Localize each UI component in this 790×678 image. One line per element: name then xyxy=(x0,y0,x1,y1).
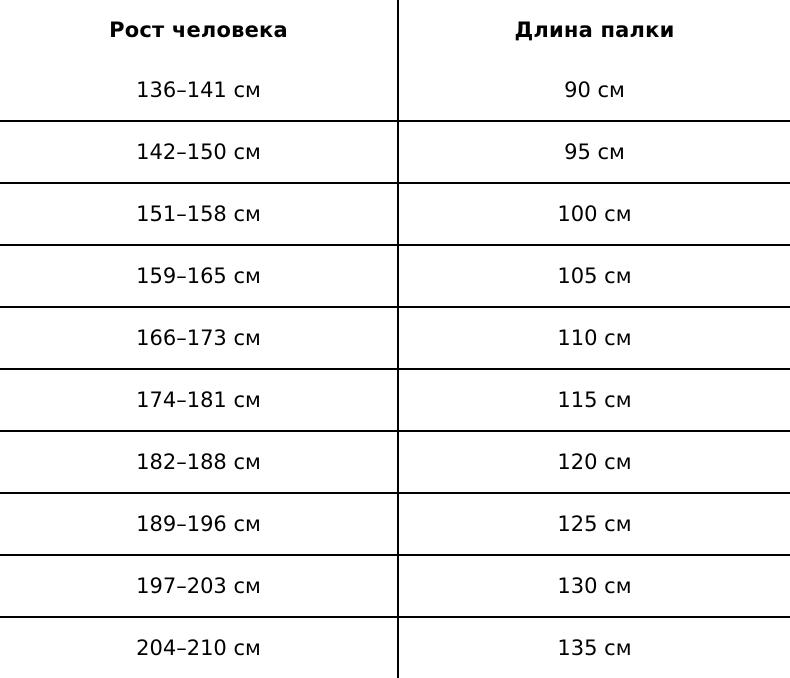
table-row xyxy=(0,617,790,678)
table-row xyxy=(0,183,790,245)
cell-length: 120 см xyxy=(398,431,790,493)
cell-height: 159–165 см xyxy=(0,245,398,307)
cell-length: 90 см xyxy=(398,60,790,121)
column-header-height: Рост человека xyxy=(0,0,398,60)
table-row xyxy=(0,555,790,617)
cell-length: 100 см xyxy=(398,183,790,245)
cell-height: 142–150 см xyxy=(0,121,398,183)
cell-length: 135 см xyxy=(398,617,790,678)
cell-height: 197–203 см xyxy=(0,555,398,617)
cell-height: 189–196 см xyxy=(0,493,398,555)
table-row xyxy=(0,121,790,183)
cell-length: 125 см xyxy=(398,493,790,555)
table-row xyxy=(0,431,790,493)
cell-height: 136–141 см xyxy=(0,60,398,121)
cell-height: 204–210 см xyxy=(0,617,398,678)
table-body xyxy=(0,60,790,678)
table-row xyxy=(0,369,790,431)
cell-length: 110 см xyxy=(398,307,790,369)
cell-length: 115 см xyxy=(398,369,790,431)
cell-height: 151–158 см xyxy=(0,183,398,245)
table-row xyxy=(0,493,790,555)
cell-height: 166–173 см xyxy=(0,307,398,369)
cell-height: 174–181 см xyxy=(0,369,398,431)
table-row xyxy=(0,60,790,121)
column-header-length: Длина палки xyxy=(398,0,790,60)
cell-length: 105 см xyxy=(398,245,790,307)
cell-length: 95 см xyxy=(398,121,790,183)
cell-height: 182–188 см xyxy=(0,431,398,493)
table-row xyxy=(0,245,790,307)
table-row xyxy=(0,307,790,369)
table-header xyxy=(0,0,790,60)
cell-length: 130 см xyxy=(398,555,790,617)
table-header-row xyxy=(0,0,790,60)
